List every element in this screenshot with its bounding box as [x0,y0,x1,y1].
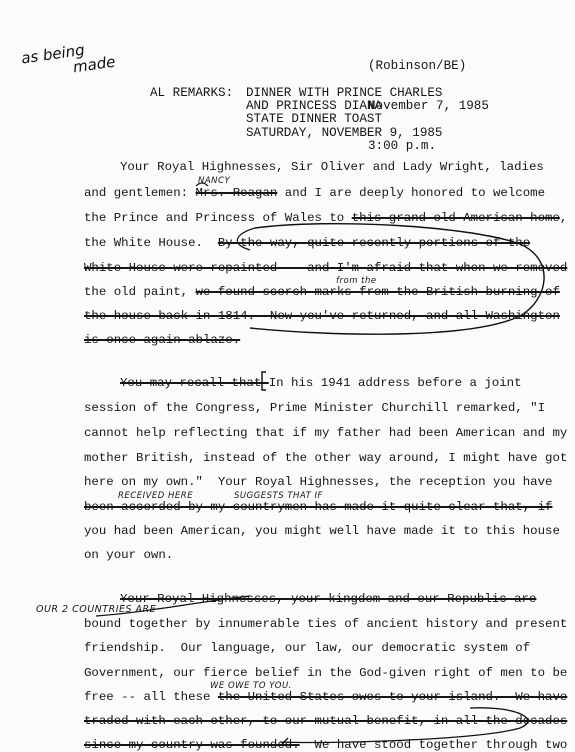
author-line: (Robinson/BE) [368,59,467,74]
body-line: you had been American, you might well have made it to this house [84,524,560,538]
insertion-received-here: RECEIVED HERE [118,491,194,501]
period-mark [282,738,288,744]
body-line: the Prince and Princess of Wales to this grand old American home, [84,211,568,225]
body-line: since my country was founded. We have stood together through two [84,738,568,752]
struck-text: By the way, quite recently portions of the [217,236,531,250]
deletion-loop [280,708,528,743]
body-line: cannot help reflecting that if my father had been American and my [84,426,568,440]
title-line: AND PRINCESS DIANA [246,99,383,114]
body-line: friendship. Our language, our law, our democratic system of [84,641,531,655]
deletion-loop [250,224,544,335]
struck-text: the house back in 1814. Now you've returned, and all Washington [84,309,560,323]
handwritten-note-line-1: as being [20,40,86,68]
title-line: SATURDAY, NOVEMBER 9, 1985 [246,125,443,140]
body-line: free -- all these the United States owes to your island. We have [84,690,568,704]
body-line: session of the Congress, Prime Minister Churchill remarked, "I [84,401,546,415]
struck-text: White House were repainted -- and I'm afraid that when we removed [84,261,568,275]
insertion-suggests-that: SUGGESTS THAT IF [234,491,323,501]
struck-text: Mrs. Reagan [195,186,278,200]
title-line: DINNER WITH PRINCE CHARLES [246,86,443,100]
body-line: on your own. [84,548,174,562]
title-line: STATE DINNER TOAST [246,112,383,127]
deletion-loop-end [237,228,255,250]
body-line: You may recall that In his 1941 address before a joint [120,376,522,390]
insertion-from-the: from the [336,276,377,286]
insertion-arrow [96,596,250,616]
struck-text: been accorded by my countrymen has made it quite clear that, if [84,500,553,514]
body-line: and gentlemen: Mrs. Reagan and I are deeply honored to welcome [84,186,546,200]
body-line: the old paint, we found scorch marks from the British burning of [84,285,560,299]
body-line: Your Royal Highnesses, Sir Oliver and Lady Wright, ladies [120,160,544,174]
handwritten-note-line-2: made [71,52,117,77]
struck-text: is once again ablaze. [84,333,241,347]
insertion-we-owe-to-you: WE OWE TO YOU. [210,681,292,691]
struck-text: the United States owes to your island. We have [217,690,568,704]
caret-mark [196,183,208,186]
body-line: mother British, instead of the other way around, I might have got [84,451,568,465]
body-line: bound together by innumerable ties of ancient history and present [84,617,568,631]
insertion-our-2-countries: OUR 2 COUNTRIES ARE [36,604,157,615]
time-line: 3:00 p.m. [368,138,437,153]
body-line: the White House. By the way, quite recently portions of the [84,236,531,250]
capital-mark [262,372,266,390]
struck-text: traded with each other, to our mutual benefit, in all the decades [84,714,568,728]
body-line: here on my own." Your Royal Highnesses, the reception you have [84,475,553,489]
date-line: November 7, 1985 [368,99,489,114]
struck-text: this grand old American home [351,211,560,225]
remarks-label: AL REMARKS: [150,86,234,100]
struck-text: Your Royal Highnesses, your kingdom and our Republic are [120,592,537,606]
struck-text: since my country was founded. [84,738,300,752]
body-line: Government, our fierce belief in the God-given right of men to be [84,666,568,680]
struck-text: You may recall that [120,376,269,390]
struck-text: we found scorch marks from the British burning of [195,285,560,299]
insertion-nancy: NANCY [198,176,231,186]
